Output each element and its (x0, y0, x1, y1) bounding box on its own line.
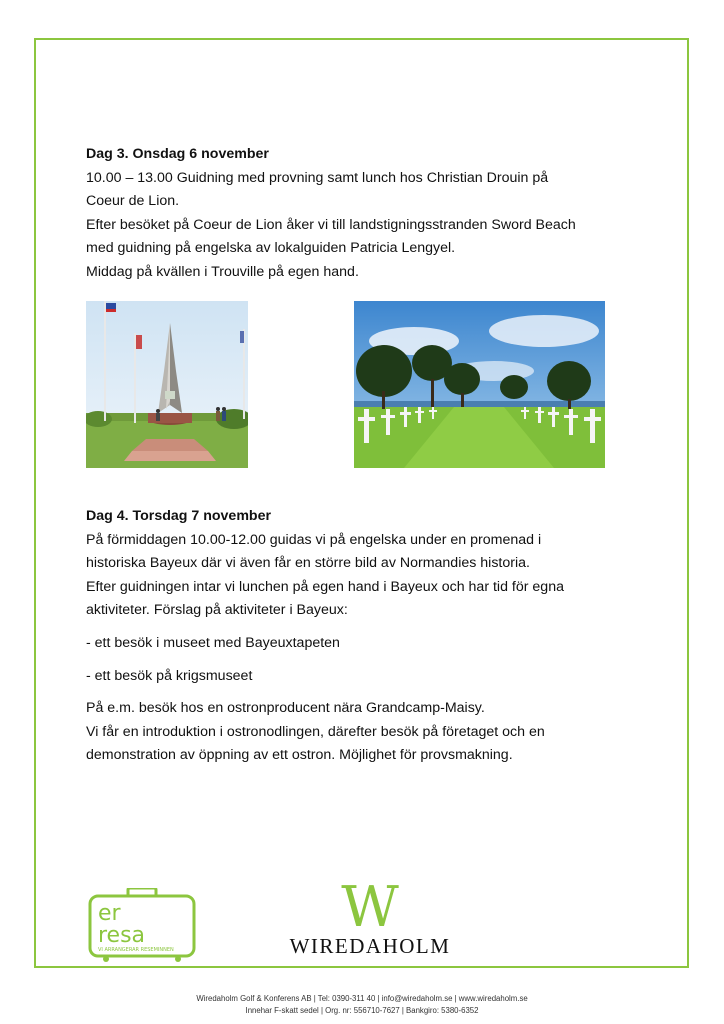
day3-line: 10.00 – 13.00 Guidning med provning samt lunch hos Christian Drouin på (86, 169, 549, 186)
day3-line: Efter besöket på Coeur de Lion åker vi till landstigningsstranden Sword Beach (86, 216, 576, 233)
footer-line-2: Innehar F-skatt sedel | Org. nr: 556710-7627 | Bankgiro: 5380-6352 (245, 1006, 479, 1015)
day4-final-line: demonstration av öppning av ett ostron. Möjlighet för provsmakning. (86, 747, 513, 764)
activity-option: - ett besök på krigsmuseet (86, 667, 253, 684)
day3-section (86, 143, 646, 285)
wiredaholm-logo-mark: W (341, 875, 399, 940)
day4-heading: Dag 4. Torsdag 7 november (86, 508, 272, 524)
footer-line-1: Wiredaholm Golf & Konferens AB | Tel: 0390-311 40 | info@wiredaholm.se | www.wiredaholm.se (196, 994, 528, 1003)
wiredaholm-logo (282, 875, 458, 959)
day3-line: med guidning på engelska av lokalguiden Patricia Lengyel. (86, 240, 456, 257)
wiredaholm-logo-name: WIREDAHOLM (289, 934, 451, 958)
day4-section (86, 505, 646, 768)
activity-option: - ett besök i museet med Bayeuxtapeten (86, 634, 340, 651)
day3-heading: Dag 3. Onsdag 6 november (86, 146, 269, 162)
day4-line: historiska Bayeux där vi även får en större bild av Normandies historia. (86, 555, 530, 572)
eresa-logo-resa: resa (98, 923, 146, 948)
monument-photo (86, 301, 248, 468)
day3-line: Middag på kvällen i Trouville på egen hand. (86, 263, 359, 280)
cemetery-photo (354, 301, 605, 468)
day4-line: På förmiddagen 10.00-12.00 guidas vi på engelska under en promenad i (86, 531, 542, 548)
day4-line: Efter guidningen intar vi lunchen på egen hand i Bayeux och har tid för egna (86, 578, 564, 595)
day3-line: Coeur de Lion. (86, 193, 180, 210)
eresa-logo-tagline: VI ARRANGERAR RESEMINNEN (98, 947, 174, 953)
eresa-logo-er: er (98, 901, 121, 926)
day4-final-line: På e.m. besök hos en ostronproducent nära Grandcamp-Maisy. (86, 700, 485, 717)
day4-final-line: Vi får en introduktion i ostronodlingen, därefter besök på företaget och en (86, 723, 545, 740)
eresa-logo (88, 888, 196, 969)
day4-line: aktiviteter. Förslag på aktiviteter i Bayeux: (86, 602, 348, 619)
